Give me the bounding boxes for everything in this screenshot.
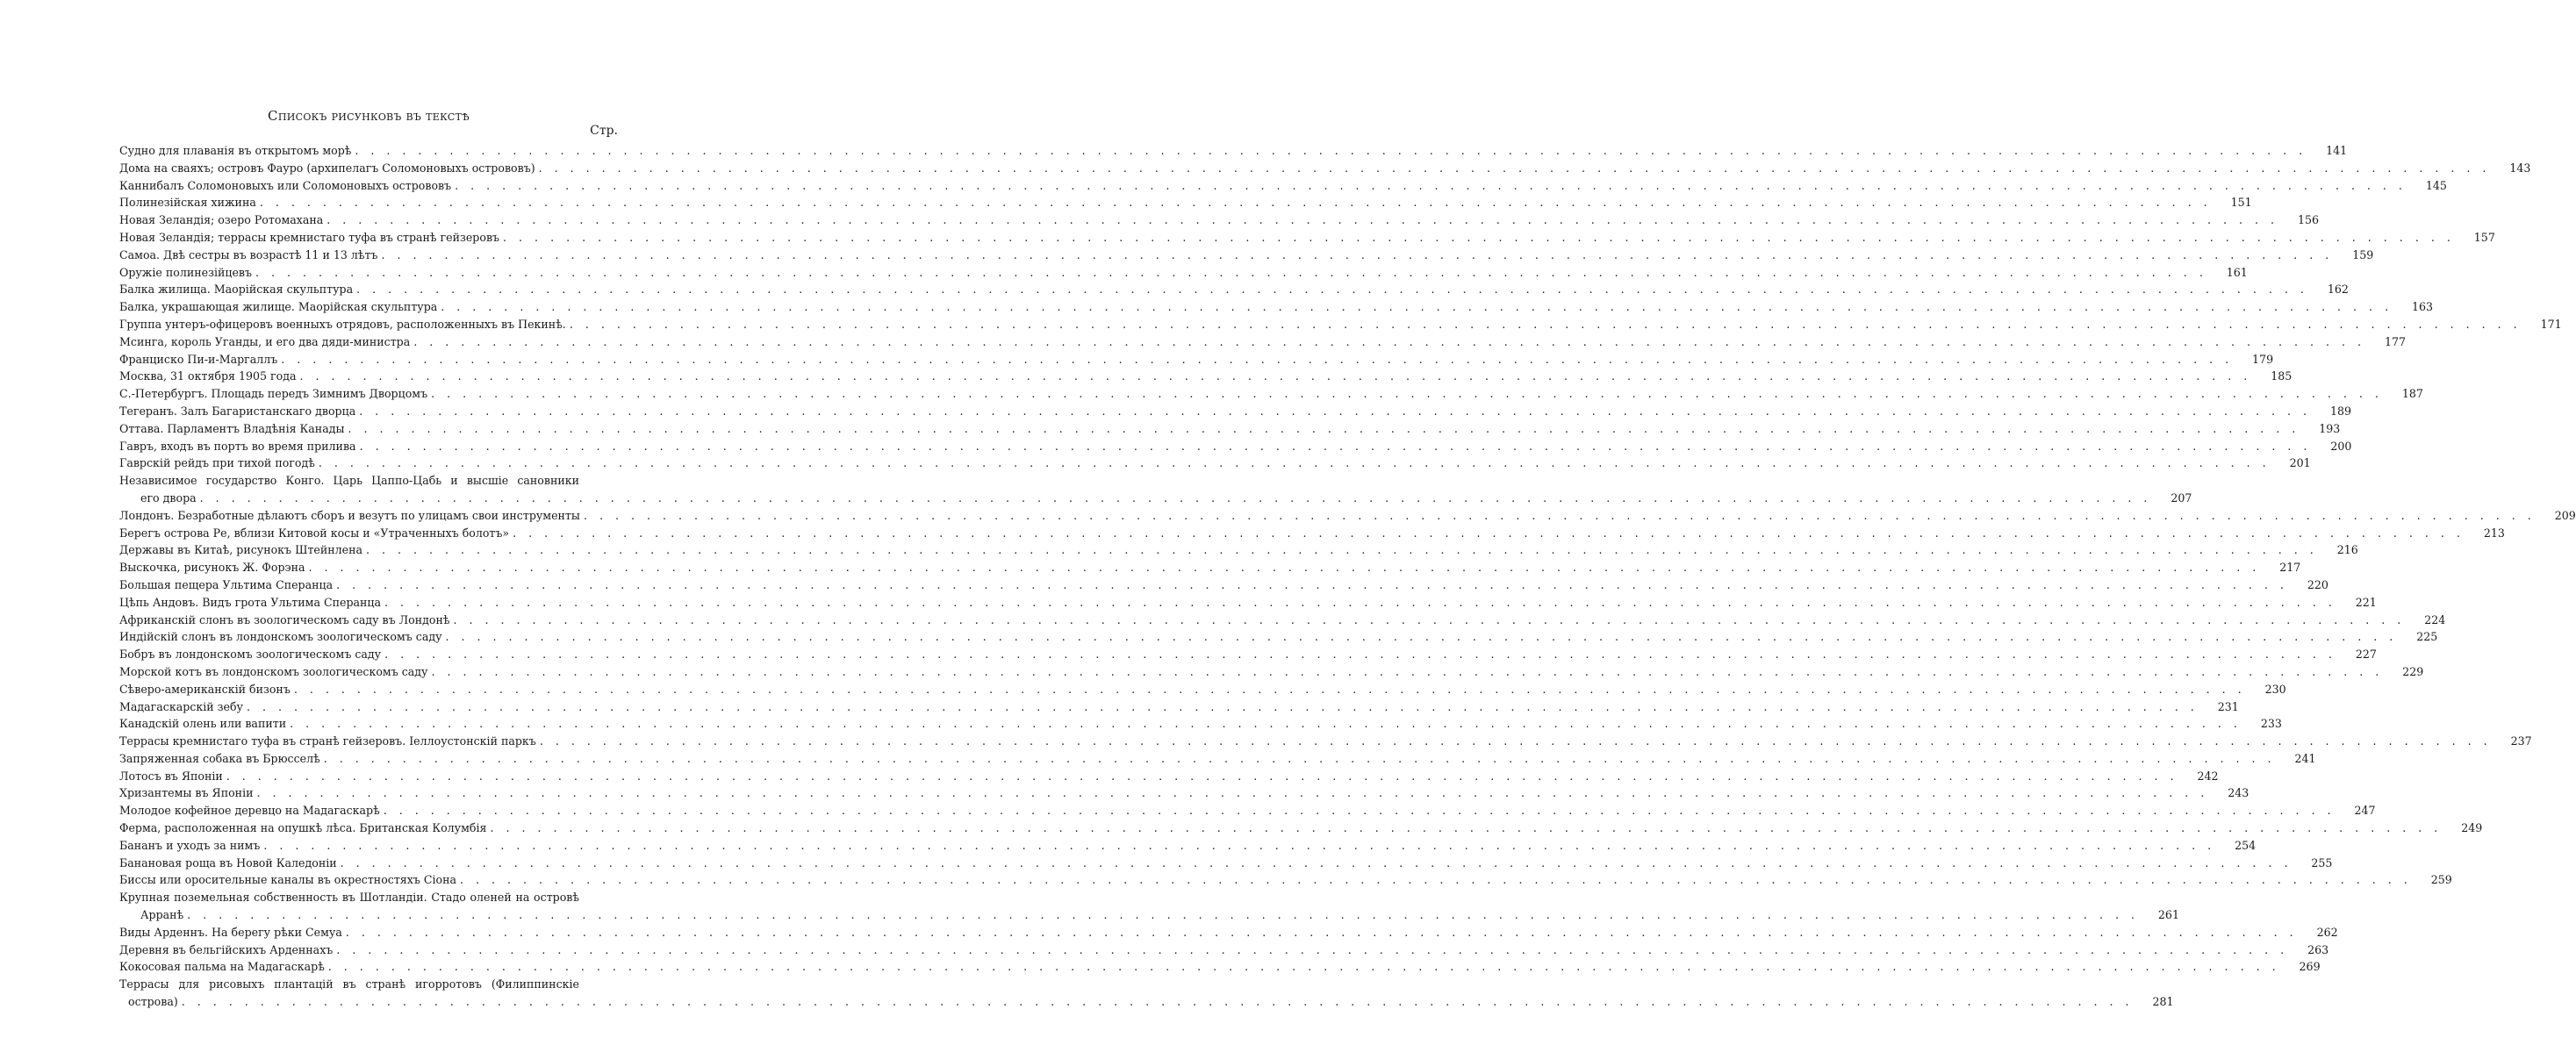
list-item	[119, 576, 2328, 594]
dot-leader	[277, 351, 2233, 369]
list-item	[119, 715, 2282, 733]
dot-leader	[355, 403, 2311, 420]
entry-page-number: 201	[2289, 456, 2311, 470]
dot-leader	[356, 438, 2312, 455]
entry-page-number: 162	[2327, 283, 2349, 297]
entry-page-number: 255	[2311, 855, 2333, 870]
list-item	[119, 281, 2349, 298]
entry-page-number: 247	[2354, 804, 2376, 818]
entry-label: Биссы или оросительные каналы въ окрестностяхъ Сіона	[119, 873, 457, 887]
entry-label: Лондонъ. Безработные дѣлаютъ сборъ и везутъ по улицамъ свои инструменты	[119, 508, 580, 522]
entry-page-number: 161	[2226, 265, 2248, 279]
dot-leader	[536, 733, 2492, 750]
entry-label: Молодое кофейное деревцо на Мадагаскарѣ	[119, 804, 380, 818]
entry-page-number: 145	[2425, 178, 2447, 192]
entry-page-number: 227	[2355, 648, 2377, 662]
entry-page-number: 237	[2510, 734, 2532, 748]
entry-label: Мсинга, король Уганды, и его два дяди-министра	[119, 334, 411, 348]
list-item	[119, 403, 2352, 420]
entry-label: Гавръ, входъ въ портъ во время прилива	[119, 439, 356, 453]
entry-page-number: 261	[2157, 908, 2179, 922]
list-item	[119, 316, 2562, 333]
dot-leader	[509, 525, 2465, 542]
entry-label: Деревня въ бельгійскихъ Арденнахъ	[119, 942, 334, 956]
entry-label: Мадагаскарскій зебу	[119, 699, 243, 713]
entry-label: Группа унтеръ-офицеровъ военныхъ отрядовъ, расположенныхъ въ Пекинѣ.	[119, 317, 566, 331]
dot-leader	[254, 784, 2209, 802]
dot-leader	[315, 455, 2271, 472]
dot-leader	[456, 871, 2412, 889]
entry-label: Выскочка, рисунокъ Ж. Форэна	[119, 561, 305, 575]
dot-leader	[427, 385, 2383, 403]
list-item	[119, 958, 2321, 976]
list-item	[119, 889, 2179, 924]
dot-leader	[442, 628, 2398, 646]
entry-label: Тегеранъ. Залъ Багаристанскаго дворца	[119, 404, 356, 418]
entry-label: Новая Зеландія; террасы кремнистаго туфа въ странѣ гейзеровъ	[119, 230, 500, 244]
list-item	[119, 768, 2219, 785]
list-item	[119, 541, 2358, 559]
dot-leader	[342, 924, 2298, 941]
entry-page-number: 262	[2316, 925, 2338, 939]
entry-page-number: 156	[2298, 213, 2320, 227]
list-item	[119, 229, 2495, 247]
list-item	[119, 733, 2532, 750]
list-item	[119, 142, 2348, 160]
dot-leader	[286, 715, 2242, 733]
entry-page-number: 141	[2326, 144, 2348, 157]
dot-leader	[381, 646, 2336, 663]
entry-page-number: 163	[2412, 300, 2434, 314]
entry-page-number: 281	[2152, 995, 2174, 1009]
list-item	[119, 941, 2329, 959]
list-item	[119, 837, 2257, 855]
entry-label: Морской котъ въ лондонскомъ зоологическомъ саду	[119, 664, 428, 678]
dot-leader	[291, 681, 2246, 698]
list-item	[119, 351, 2274, 369]
dot-leader	[427, 663, 2383, 681]
entry-label: Берегъ острова Ре, вблизи Китовой косы и «Утраченныхъ болотъ»	[119, 526, 510, 540]
dot-leader	[333, 576, 2288, 594]
entry-page-number: 225	[2416, 630, 2438, 644]
entry-page-number: 230	[2264, 682, 2286, 696]
entry-page-number: 221	[2355, 595, 2377, 609]
page-column-header: Стр.	[590, 124, 618, 138]
dot-leader	[353, 281, 2308, 298]
illustration-list	[119, 142, 2576, 1011]
entry-page-number: 269	[2299, 960, 2321, 974]
list-item	[119, 160, 2531, 177]
entry-label: Индійскій слонъ въ лондонскомъ зоологическомъ саду	[119, 630, 442, 644]
entry-page-number: 193	[2319, 421, 2341, 435]
entry-page-number: 189	[2329, 404, 2352, 418]
dot-leader	[337, 855, 2293, 872]
entry-page-number: 216	[2336, 543, 2358, 557]
entry-label: Запряженная собака въ Брюсселѣ	[119, 751, 320, 765]
entry-label: Крупная поземельная собственность въ Шотландіи. Стадо оленей на островѣ	[119, 891, 579, 905]
list-item	[119, 264, 2248, 282]
entry-page-number: 243	[2228, 786, 2250, 800]
list-item	[119, 594, 2377, 612]
entry-label: Полинезійская хижина	[119, 196, 256, 210]
dot-leader	[449, 612, 2405, 629]
entry-page-number: 241	[2294, 751, 2316, 765]
entry-label: Канадскій олень или вапити	[119, 717, 287, 731]
dot-leader	[437, 298, 2393, 316]
entry-label: Каннибалъ Соломоновыхъ или Соломоновыхъ острововъ	[119, 178, 452, 192]
entry-page-number: 187	[2401, 387, 2423, 401]
entry-label: Ферма, расположенная на опушкѣ лѣса. Британская Колумбія	[119, 821, 487, 835]
entry-label: Франциско Пи-и-Маргаллъ	[119, 352, 278, 366]
entry-page-number: 213	[2483, 526, 2505, 540]
entry-label: Виды Арденнъ. На берегу рѣки Семуа	[119, 925, 342, 939]
list-item	[119, 681, 2286, 698]
list-item	[119, 177, 2447, 195]
entry-page-number: 229	[2402, 664, 2424, 678]
list-item	[119, 368, 2293, 385]
dot-leader	[377, 247, 2333, 264]
entry-label: Гаврскій рейдъ при тихой погодѣ	[119, 456, 315, 470]
dot-leader	[297, 368, 2252, 385]
dot-leader	[197, 490, 2152, 507]
entry-label: Бананъ и уходъ за нимъ	[119, 838, 261, 852]
entry-page-number: 263	[2307, 942, 2329, 956]
list-item	[119, 559, 2301, 576]
list-item	[119, 802, 2376, 820]
list-item	[119, 784, 2250, 802]
list-item	[119, 646, 2377, 663]
list-item	[119, 438, 2352, 455]
dot-leader	[223, 768, 2178, 785]
dot-leader	[351, 142, 2307, 160]
list-item	[119, 420, 2341, 438]
dot-leader	[178, 993, 2134, 1011]
entry-label: Дома на сваяхъ; островъ Фауро (архипелагъ Соломоновыхъ острововъ)	[119, 161, 535, 175]
entry-page-number: 207	[2171, 490, 2192, 505]
dot-leader	[410, 333, 2365, 351]
entry-page-number: 249	[2461, 821, 2483, 835]
dot-leader	[183, 906, 2139, 924]
entry-page-number: 157	[2473, 230, 2495, 244]
entry-label: Бобръ въ лондонскомъ зоологическомъ саду	[119, 648, 382, 662]
dot-leader	[362, 541, 2318, 559]
entry-page-number: 242	[2197, 769, 2219, 783]
dot-leader	[380, 802, 2336, 820]
entry-label: Лотосъ въ Японіи	[119, 769, 223, 783]
list-item	[119, 976, 2174, 1011]
dot-leader	[325, 958, 2280, 976]
entry-page-number: 143	[2509, 161, 2531, 175]
list-item	[119, 750, 2316, 768]
dot-leader	[486, 820, 2442, 837]
dot-leader	[580, 507, 2536, 525]
dot-leader	[451, 177, 2407, 195]
entry-label: Террасы для рисовыхъ плантацій въ странѣ игорротовъ (Филиппинскіе	[119, 977, 579, 991]
list-item	[119, 211, 2320, 229]
list-item	[119, 820, 2483, 837]
entry-label: Оттава. Парламентъ Владѣнія Канады	[119, 421, 345, 435]
list-item	[119, 333, 2407, 351]
entry-label: Кокосовая пальма на Мадагаскарѣ	[119, 960, 325, 974]
entry-page-number: 233	[2260, 717, 2282, 731]
list-item	[119, 612, 2446, 629]
list-item	[119, 525, 2505, 542]
list-item	[119, 924, 2338, 941]
list-item	[119, 298, 2434, 316]
list-item	[119, 472, 2192, 507]
entry-label: Балка жилища. Маорійская скульптура	[119, 283, 354, 297]
dot-leader	[566, 316, 2522, 333]
entry-label: С.-Петербургъ. Площадь передъ Зимнимъ Дворцомъ	[119, 387, 428, 401]
entry-page-number: 179	[2252, 352, 2274, 366]
entry-label-continued: острова)	[128, 995, 178, 1009]
entry-page-number: 231	[2217, 699, 2239, 713]
entry-page-number: 171	[2540, 317, 2562, 331]
entry-label: Террасы кремнистаго туфа въ странѣ гейзеровъ. Іеллоустонскій паркъ	[119, 734, 536, 748]
entry-page-number: 200	[2330, 439, 2352, 453]
entry-label: Державы въ Китаѣ, рисунокъ Штейнлена	[119, 543, 363, 557]
entry-page-number: 224	[2424, 612, 2446, 626]
entry-label: Балка, украшающая жилище. Маорійская скульптура	[119, 300, 438, 314]
list-item	[119, 871, 2452, 889]
dot-leader	[381, 594, 2336, 612]
dot-leader	[320, 750, 2276, 768]
dot-leader	[323, 211, 2278, 229]
list-item	[119, 455, 2311, 472]
list-item	[119, 628, 2438, 646]
entry-label: Сѣверо-американскій бизонъ	[119, 682, 291, 696]
dot-leader	[243, 698, 2199, 716]
dot-leader	[344, 420, 2300, 438]
entry-label-continued: его двора	[140, 490, 197, 505]
dot-leader	[499, 229, 2455, 247]
entry-label: Новая Зеландія; озеро Ротомахана	[119, 213, 324, 227]
list-item	[119, 247, 2374, 264]
entry-label: Независимое государство Конго. Царь Цаппо-Цабь и высшіе сановники	[119, 474, 579, 488]
entry-page-number: 177	[2385, 334, 2407, 348]
entry-page-number: 159	[2352, 247, 2374, 261]
entry-label: Африканскій слонъ въ зоологическомъ саду въ Лондонѣ	[119, 612, 450, 626]
entry-page-number: 254	[2235, 838, 2257, 852]
dot-leader	[333, 941, 2288, 959]
entry-label: Судно для плаванія въ открытомъ морѣ	[119, 144, 352, 157]
entry-page-number: 209	[2554, 508, 2576, 522]
entry-page-number: 220	[2307, 577, 2328, 591]
entry-page-number: 185	[2271, 369, 2293, 383]
entry-label: Оружіе полинезійцевъ	[119, 265, 253, 279]
entry-page-number: 151	[2230, 196, 2252, 210]
entry-page-number: 217	[2279, 561, 2301, 575]
dot-leader	[305, 559, 2261, 576]
entry-label: Банановая роща въ Новой Каледоніи	[119, 855, 337, 870]
entry-label: Хризантемы въ Японіи	[119, 786, 254, 800]
list-item	[119, 507, 2576, 525]
entry-label: Цѣпь Андовъ. Видъ грота Ультима Сперанца	[119, 595, 382, 609]
entry-page-number: 259	[2430, 873, 2452, 887]
list-item	[119, 194, 2252, 211]
entry-label: Москва, 31 октября 1905 года	[119, 369, 297, 383]
page-title: Списокъ рисунковъ въ текстѣ	[268, 108, 470, 124]
list-item	[119, 663, 2424, 681]
dot-leader	[256, 194, 2212, 211]
dot-leader	[260, 837, 2215, 855]
list-item	[119, 385, 2423, 403]
entry-label: Большая пещера Ультима Сперанца	[119, 577, 334, 591]
entry-label-continued: Арранѣ	[140, 908, 184, 922]
list-item	[119, 855, 2333, 872]
dot-leader	[252, 264, 2207, 282]
list-item	[119, 698, 2239, 716]
dot-leader	[535, 160, 2491, 177]
entry-label: Самоа. Двѣ сестры въ возрастѣ 11 и 13 лѣтъ	[119, 247, 378, 261]
